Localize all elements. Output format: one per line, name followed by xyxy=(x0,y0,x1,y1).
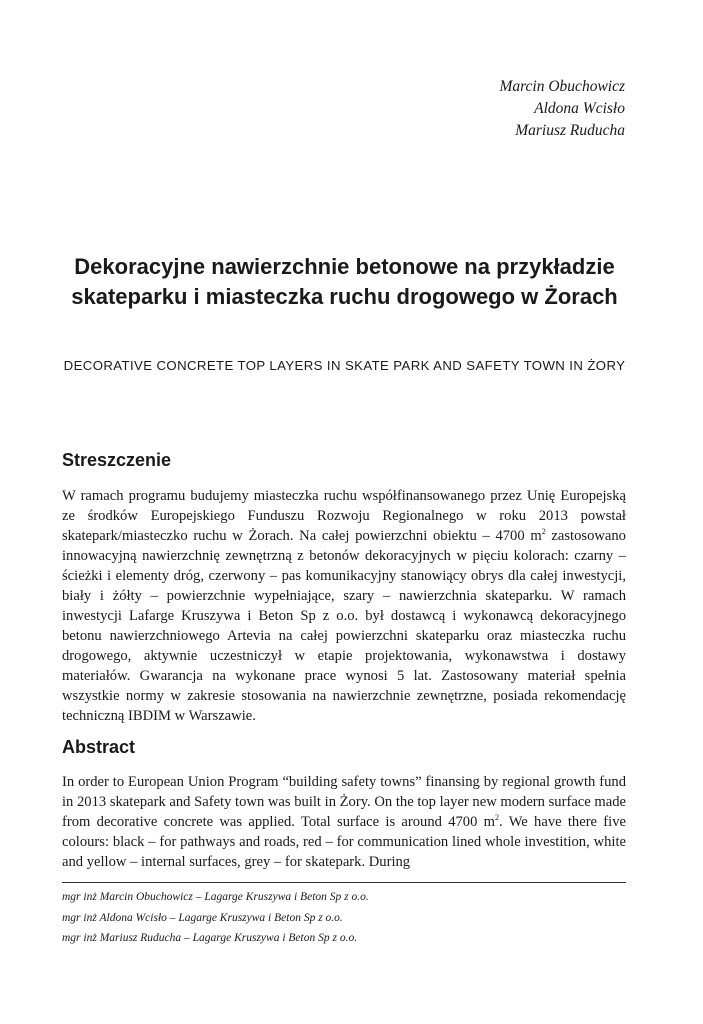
superscript: 2 xyxy=(495,813,500,823)
section-heading-abstract: Abstract xyxy=(62,737,136,757)
paragraph-text: In order to European Union Program “building safety towns” finansing by regional growth fund in 2013 skatepark and Safety town was built in Żory. On the top layer new modern surface made from decorative concrete was applied. Total surface is around 4700 m xyxy=(62,774,626,830)
superscript: 2 xyxy=(541,527,546,537)
paragraph-text: zastosowano innowacyjną nawierzchnię zewnętrzną z betonów dekoracyjnych w pięciu kolorach: czarny – ścieżki i elementy dróg, czerwony – pas komunikacyjny stanowiący obrys dla całej inwestycji, biały i żółty – powierzchnie wypełniające, szary – nawierzchnia skateparku. W ramach inwestycji Lafarge Kruszywa i Beton Sp z o.o. był dostawcą i wykonawcą dekoracyjnego betonu nawierzchniowego Artevia na całej powierzchni skateparku oraz miasteczka ruchu drogowego, aktywnie uczestniczył w etapie projektowania, wykonawstwa i dostawy materiałów. Gwarancja na wykonane prace wynosi 5 lat. Zastosowany materiał spełnia wszystkie normy w zakresie stosowania na nawierzchnie zewnętrzne, posiada rekomendację techniczną IBDIM w Warszawie. xyxy=(62,528,626,724)
paper-title: Dekoracyjne nawierzchnie betonowe na przykładzie skateparku i miasteczka ruchu drogowego w Żorach xyxy=(71,254,618,309)
footnote: mgr inż Aldona Wcisło – Lagarge Kruszywa i Beton Sp z o.o. xyxy=(62,911,343,924)
footnote: mgr inż Marcin Obuchowicz – Lagarge Kruszywa i Beton Sp z o.o. xyxy=(62,891,369,903)
footnote-divider xyxy=(62,882,626,883)
author-name: Mariusz Ruducha xyxy=(515,122,625,139)
footnote-list xyxy=(62,887,369,949)
abstract-pl-paragraph xyxy=(62,486,626,726)
author-name: Aldona Wcisło xyxy=(534,100,625,117)
abstract-en-paragraph xyxy=(62,772,626,872)
paragraph-text: . We have there five colours: black – for pathways and roads, red – for communication lined whole investition, white and yellow – internal surfaces, grey – for skatepark. During xyxy=(62,814,626,870)
section-heading-streszczenie: Streszczenie xyxy=(62,450,172,470)
paragraph-text: W ramach programu budujemy miasteczka ruchu współfinansowanego przez Unię Europejską ze środków Europejskiego Funduszu Rozwoju Regionalnego w roku 2013 powstał skatepark/miasteczko ruchu w Żorach. Na całej powierzchni obiektu – 4700 m xyxy=(62,488,626,544)
author-name: Marcin Obuchowicz xyxy=(499,78,625,95)
paper-subtitle: DECORATIVE CONCRETE TOP LAYERS IN SKATE PARK AND SAFETY TOWN IN ŻORY xyxy=(63,358,626,373)
footnote: mgr inż Mariusz Ruducha – Lagarge Kruszywa i Beton Sp z o.o. xyxy=(62,932,358,944)
author-list xyxy=(499,76,625,142)
